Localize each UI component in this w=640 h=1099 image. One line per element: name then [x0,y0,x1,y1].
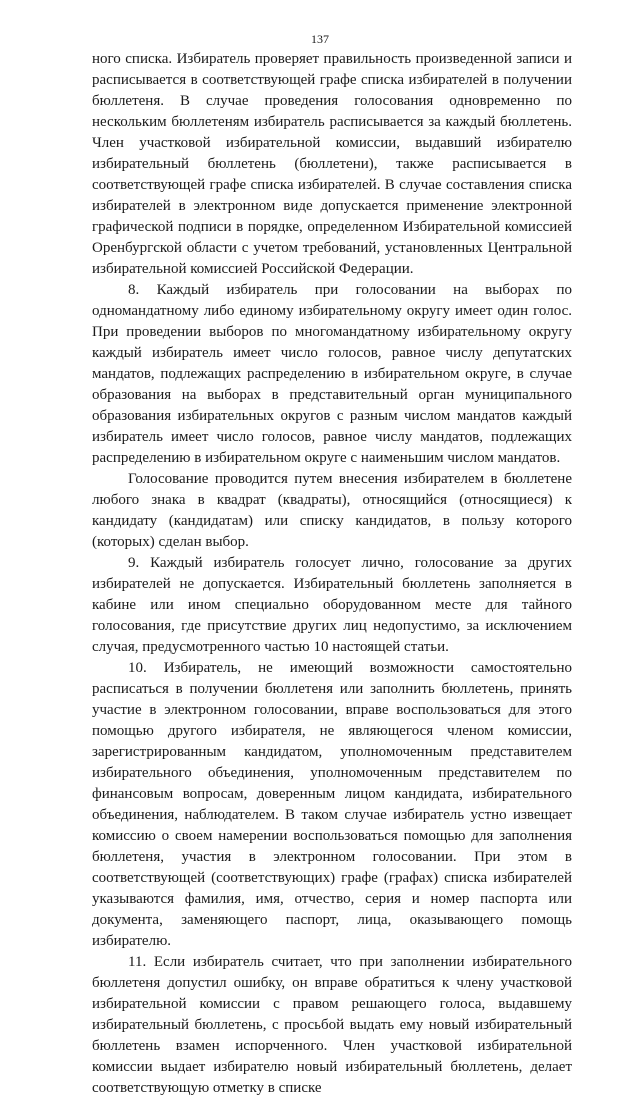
paragraph-continuation: ного списка. Избиратель проверяет правильность произведенной записи и расписывается в соответствующей графе списка избирателей в получении бюллетеня. В случае проведения голосования одновременно по нескольким бюллетеням избиратель расписывается за каждый бюллетень. Член участковой избирательной комиссии, выдавший избирателю избирательный бюллетень (бюллетени), также расписывается в соответствующей графе списка избирателей. В случае составления списка избирателей в электронном виде допускается применение электронной графической подписи в порядке, определенном Избирательной комиссией Оренбургской области с учетом требований, установленных Центральной избирательной комиссией Российской Федерации. [92,51,572,277]
document-body [92,49,572,1099]
paragraph-item-8: 8. Каждый избиратель при голосовании на выборах по одномандатному либо единому избирательному округу имеет один голос. При проведении выборов по многомандатному избирательному округу каждый избиратель имеет число голосов, равное числу депутатских мандатов, подлежащих распределению в избирательном округе, в случае образования на выборах в представительный орган муниципального образования избирательных округов с разным числом мандатов каждый избиратель имеет число голосов, равное числу мандатов, подлежащих распределению в избирательном округе с наименьшим числом мандатов. [92,282,572,466]
paragraph-item-11: 11. Если избиратель считает, что при заполнении избирательного бюллетеня допустил ошибку, он вправе обратиться к члену участковой избирательной комиссии с правом решающего голоса, выдавшему избирательный бюллетень, с просьбой выдать ему новый избирательный бюллетень взамен испорченного. Член участковой избирательной комиссии выдает избирателю новый избирательный бюллетень, делает соответствующую отметку в списке [92,954,572,1096]
paragraph-item-9: 9. Каждый избиратель голосует лично, голосование за других избирателей не допускается. Избирательный бюллетень заполняется в кабине или ином специально оборудованном месте для тайного голосования, где присутствие других лиц недопустимо, за исключением случая, предусмотренного частью 10 настоящей статьи. [92,555,572,655]
paragraph-voting-procedure: Голосование проводится путем внесения избирателем в бюллетене любого знака в квадрат (квадраты), относящийся (относящиеся) к кандидату (кандидатам) или списку кандидатов, в пользу которого (которых) сделан выбор. [92,471,572,550]
paragraph-item-10: 10. Избиратель, не имеющий возможности самостоятельно расписаться в получении бюллетеня или заполнить бюллетень, принять участие в электронном голосовании, вправе воспользоваться для этого помощью другого избирателя, не являющегося членом комиссии, зарегистрированным кандидатом, уполномоченным представителем избирательного объединения, уполномоченным представителем по финансовым вопросам, доверенным лицом кандидата, избирательного объединения, наблюдателем. В таком случае избиратель устно извещает комиссию о своем намерении воспользоваться помощью для заполнения бюллетеня, участия в электронном голосовании. При этом в соответствующей (соответствующих) графе (графах) списка избирателей указываются фамилия, имя, отчество, серия и номер паспорта или документа, заменяющего паспорт, лица, оказывающего помощь избирателю. [92,660,572,949]
page-number: 137 [311,32,329,46]
